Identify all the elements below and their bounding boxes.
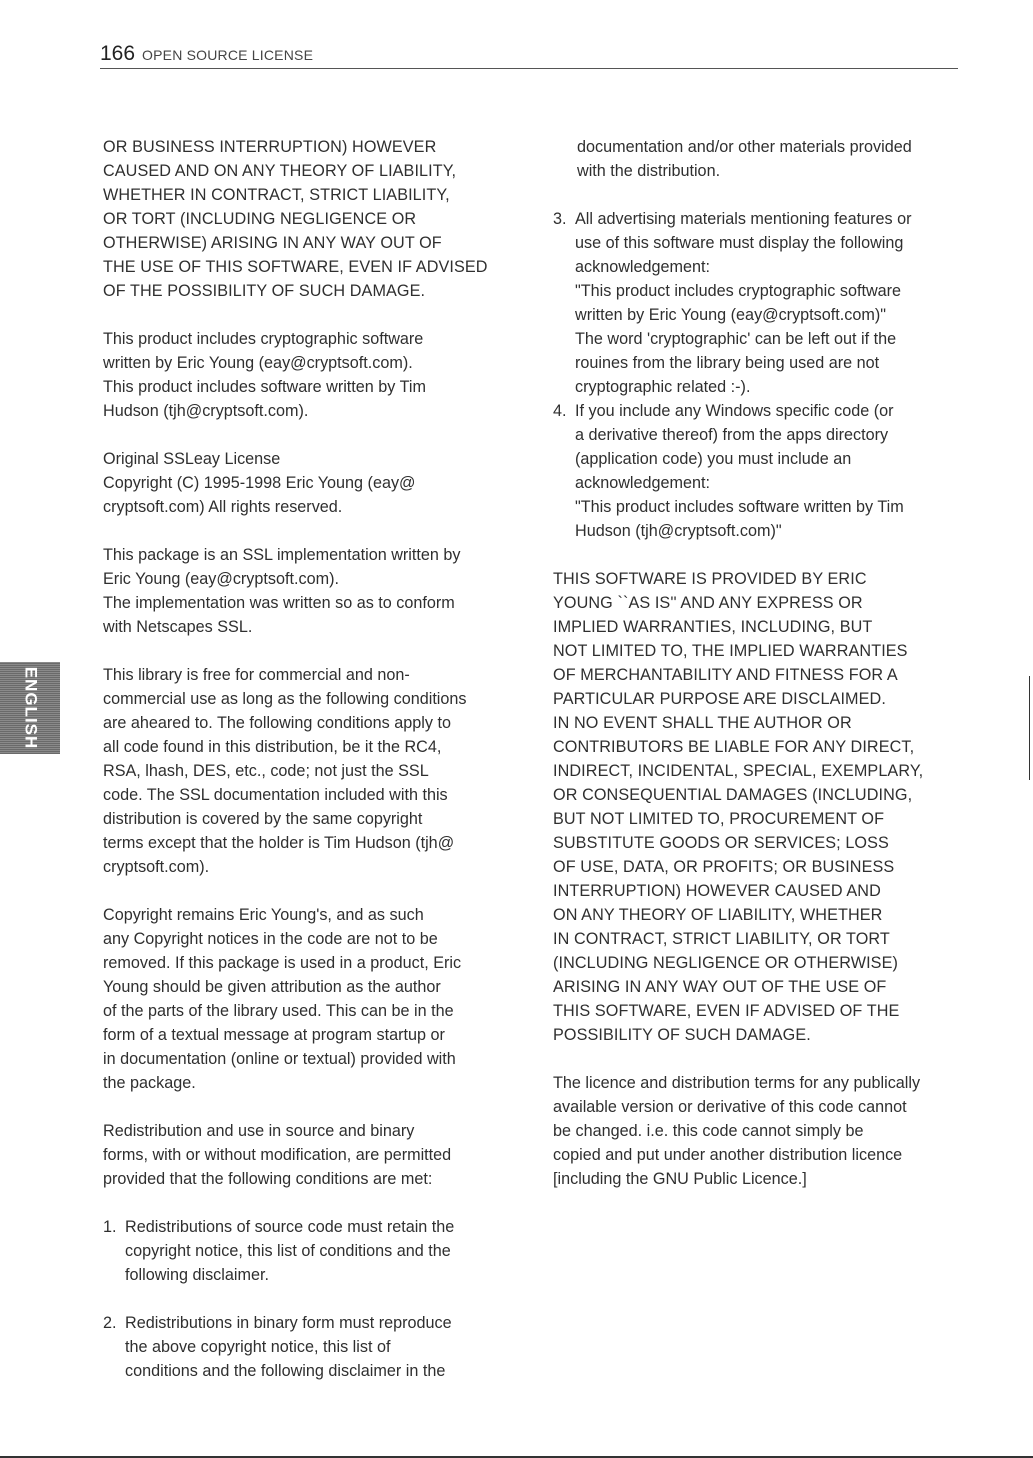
right-column xyxy=(553,135,973,1215)
list-text: If you include any Windows specific code (or a derivative thereof) from the apps directory (application code) you must include an acknowledgement: "This product includes software written by Tim Hudson (tjh@cryptsoft.com)" xyxy=(575,402,904,540)
margin-rule xyxy=(1029,676,1030,780)
list-number: 1. xyxy=(103,1218,117,1236)
list-item xyxy=(553,399,973,543)
redistribution-paragraph: Redistribution and use in source and binary forms, with or without modification, are permitted provided that the following conditions are met: xyxy=(103,1122,452,1188)
disclaimer-continuation: OR BUSINESS INTERRUPTION) HOWEVER CAUSED AND ON ANY THEORY OF LIABILITY, WHETHER IN CONTRACT, STRICT LIABILITY, OR TORT (INCLUDING NEGLIGENCE OR OTHERWISE) ARISING IN ANY WAY OUT OF THE USE OF THIS SOFTWARE, EVEN IF ADVISED OF THE POSSIBILITY OF SUCH DAMAGE. xyxy=(103,138,488,300)
ssl-implementation-paragraph: This package is an SSL implementation written by Eric Young (eay@cryptsoft.com). The implementation was written so as to conform with Netscapes SSL. xyxy=(103,546,461,636)
list-text: Redistributions in binary form must reproduce the above copyright notice, this list of conditions and the following disclaimer in the xyxy=(125,1314,452,1380)
left-column xyxy=(103,135,523,1383)
list-item xyxy=(103,1311,523,1383)
language-side-tab xyxy=(0,662,60,754)
list-item xyxy=(553,207,973,399)
crypto-attribution-paragraph: This product includes cryptographic software written by Eric Young (eay@cryptsoft.com). This product includes software written by Tim Hudson (tjh@cryptsoft.com). xyxy=(103,330,426,420)
licence-terms-paragraph: The licence and distribution terms for any publically available version or derivative of this code cannot be changed. i.e. this code cannot simply be copied and put under another distribution licence [including the GNU Public Licence.] xyxy=(553,1074,921,1188)
list-item xyxy=(103,1215,523,1287)
list-number: 4. xyxy=(553,402,567,420)
section-title: OPEN SOURCE LICENSE xyxy=(142,47,314,63)
side-tab-label: ENGLISH xyxy=(21,666,40,750)
list-text: Redistributions of source code must retain the copyright notice, this list of conditions and the following disclaimer. xyxy=(125,1218,455,1284)
page-number: 166 xyxy=(100,42,136,65)
page-header xyxy=(100,42,958,69)
copyright-remains-paragraph: Copyright remains Eric Young's, and as such any Copyright notices in the code are not to be removed. If this package is used in a product, Eric Young should be given attribution as the author of the parts of the library used. This can be in the form of a textual message at program startup or in documentation (online or textual) provided with the package. xyxy=(103,906,462,1092)
list-number: 3. xyxy=(553,210,567,228)
library-free-paragraph: This library is free for commercial and non- commercial use as long as the following conditions are aheared to. The following conditions apply to all code found in this distribution, be it the RC4, RSA, lhash, DES, etc., code; not just the SSL code. The SSL documentation included with this distribution is covered by the same copyright terms except that the holder is Tim Hudson (tjh@ cryptsoft.com). xyxy=(103,666,467,876)
original-ssleay-license: Original SSLeay License Copyright (C) 1995-1998 Eric Young (eay@ cryptsoft.com) All rights reserved. xyxy=(103,450,416,516)
warranty-disclaimer: THIS SOFTWARE IS PROVIDED BY ERIC YOUNG ``AS IS'' AND ANY EXPRESS OR IMPLIED WARRANTIES, INCLUDING, BUT NOT LIMITED TO, THE IMPLIED WARRANTIES OF MERCHANTABILITY AND FITNESS FOR A PARTICULAR PURPOSE ARE DISCLAIMED. IN NO EVENT SHALL THE AUTHOR OR CONTRIBUTORS BE LIABLE FOR ANY DIRECT, INDIRECT, INCIDENTAL, SPECIAL, EXEMPLARY, OR CONSEQUENTIAL DAMAGES (INCLUDING, BUT NOT LIMITED TO, PROCUREMENT OF SUBSTITUTE GOODS OR SERVICES; LOSS OF USE, DATA, OR PROFITS; OR BUSINESS INTERRUPTION) HOWEVER CAUSED AND ON ANY THEORY OF LIABILITY, WHETHER IN CONTRACT, STRICT LIABILITY, OR TORT (INCLUDING NEGLIGENCE OR OTHERWISE) ARISING IN ANY WAY OUT OF THE USE OF THIS SOFTWARE, EVEN IF ADVISED OF THE POSSIBILITY OF SUCH DAMAGE. xyxy=(553,570,924,1044)
list-text-continuation: documentation and/or other materials provided with the distribution. xyxy=(577,138,912,180)
list-text: All advertising materials mentioning features or use of this software must display the following acknowledgement: "This product includes cryptographic software written by Eric Young (eay@cryptsoft.com)" The word 'cryptographic' can be left out if the rouines from the library being used are not cryptographic related :-). xyxy=(575,210,912,396)
list-number: 2. xyxy=(103,1314,117,1332)
